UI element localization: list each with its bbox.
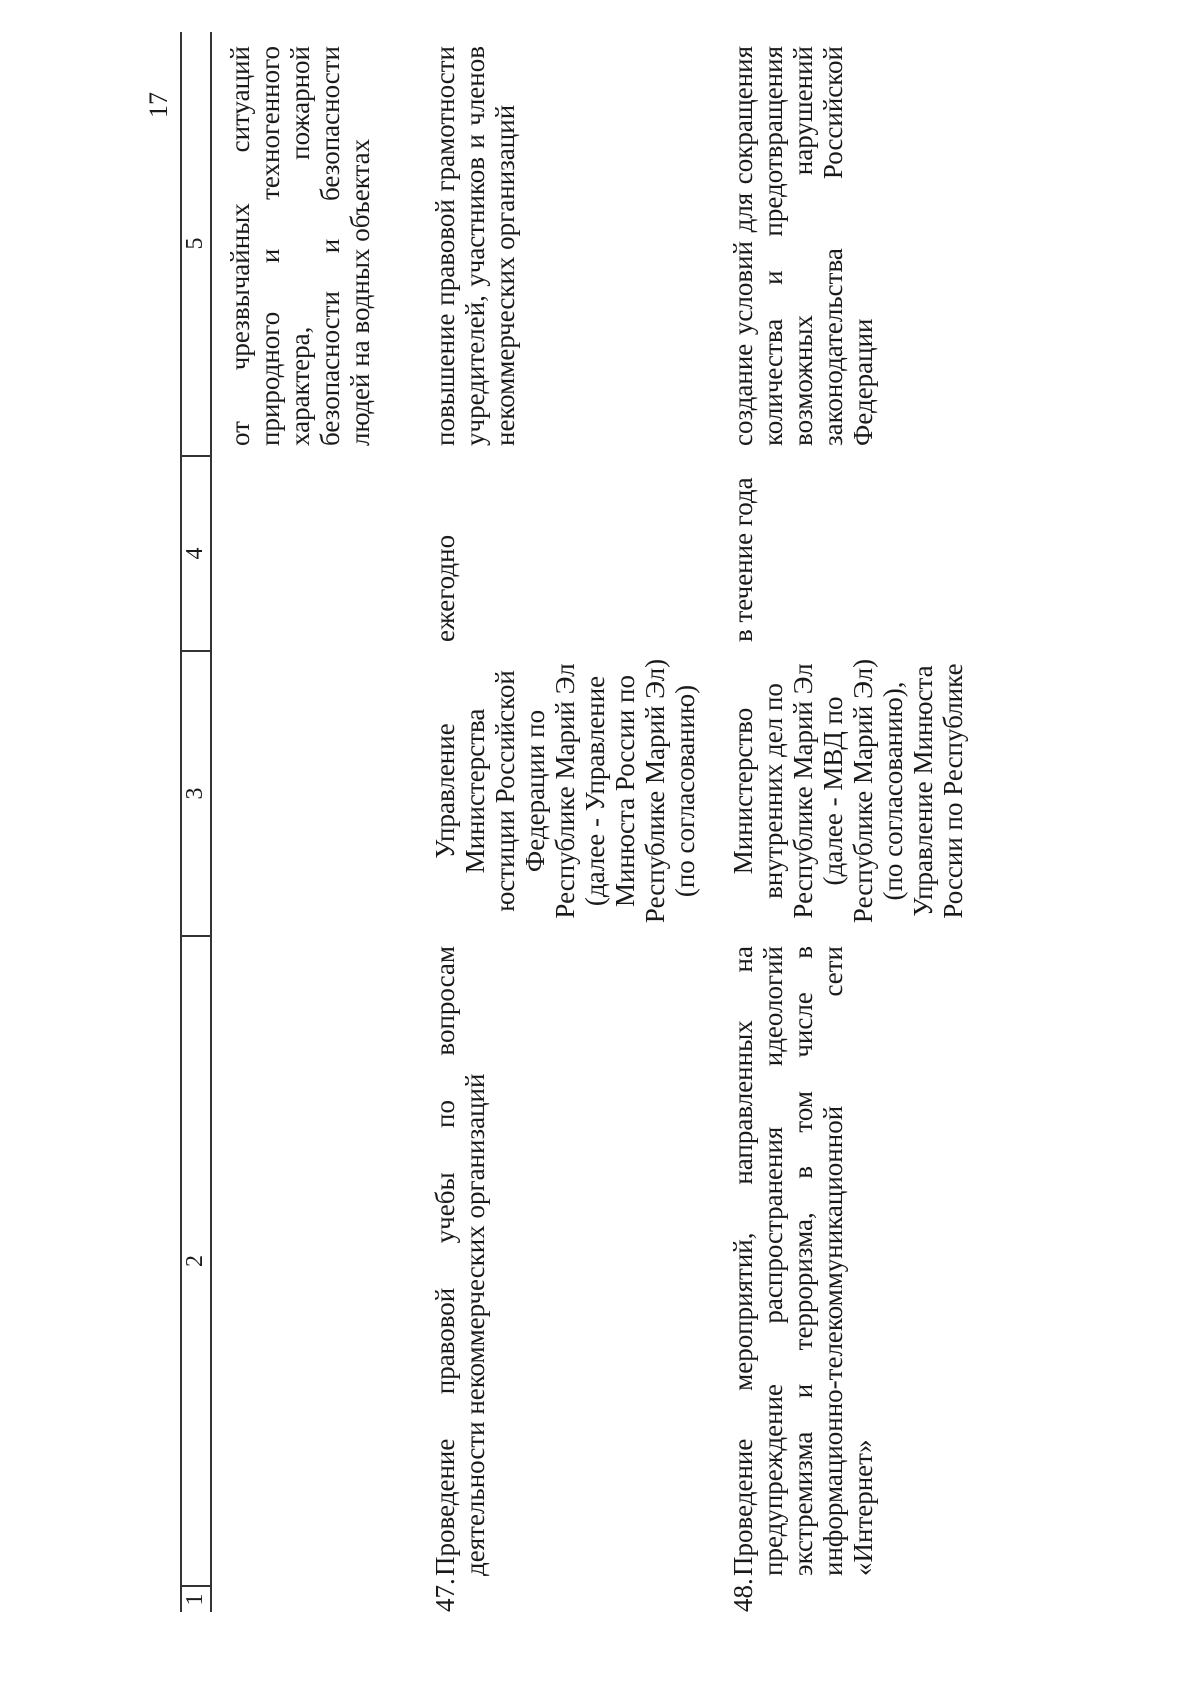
- row-48-period: в течение года: [728, 477, 758, 642]
- row-47-number: 47.: [430, 1578, 460, 1612]
- rotated-table: [180, 32, 1020, 1612]
- row-47-result: повышение правовой грамотности учредителей, участников и членов некоммерческих организаций: [430, 46, 520, 446]
- header-col-1: 1: [182, 1593, 208, 1606]
- row-48-measure: Проведение мероприятий, направленных на предупреждение распространения идеологий экстремизма и терроризма, в том числе в информационно-телекоммуникационной сети «Интернет»: [728, 946, 878, 1576]
- row-47-period: ежегодно: [430, 534, 460, 642]
- row-47-measure: Проведение правовой учебы по вопросам деятельности некоммерческих организаций: [430, 946, 490, 1576]
- row-47-executor: Управление Министерства юстиции Российской Федерации по Республике Марий Эл (далее - Управление Минюста России по Республике Марий Эл) (по согласованию): [430, 658, 700, 924]
- row-48-number: 48.: [728, 1578, 758, 1612]
- row-48-executor: Министерство внутренних дел по Республике Марий Эл (далее - МВД по Республике Марий Эл) (по согласованию), Управление Минюста России по Республике: [728, 658, 968, 924]
- row-48-result: создание условий для сокращения количества и предотвращения возможных нарушений законодательства Российской Федерации: [728, 46, 878, 446]
- header-bottom-border: [210, 32, 212, 1612]
- header-col-3: 3: [182, 787, 208, 800]
- row-0-result: от чрезвычайных ситуаций природного и техногенного характера, пожарной безопасности и безопасности людей на водных объектах: [225, 46, 375, 446]
- page-number: 17: [144, 92, 173, 118]
- header-col-5: 5: [182, 237, 208, 250]
- header-col-2: 2: [182, 1255, 208, 1267]
- header-col-4: 4: [182, 547, 208, 560]
